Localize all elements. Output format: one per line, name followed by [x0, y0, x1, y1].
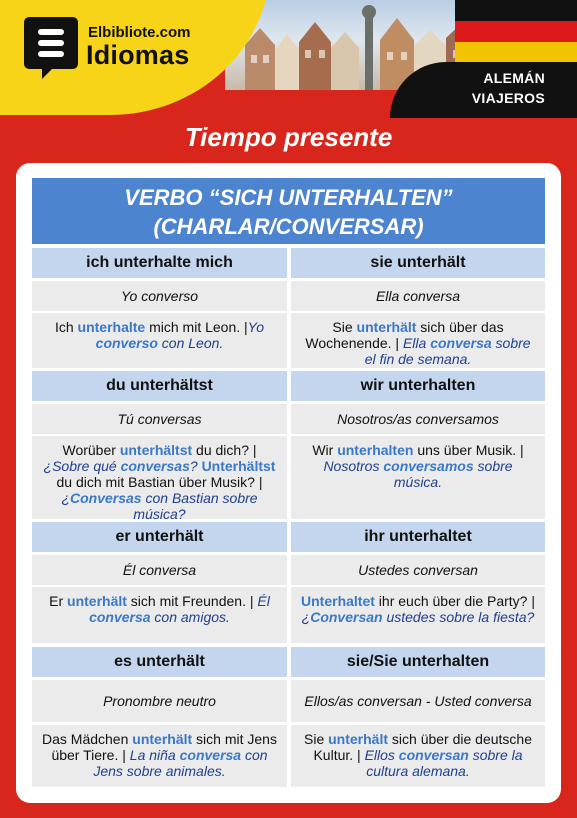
conjugation-form: ihr unterhaltet [291, 522, 545, 552]
example-german-verb: Unterhältst [201, 458, 276, 474]
page-title: Tiempo presente [184, 122, 393, 152]
example-german-text: sich mit Jens über Tiere. | [51, 731, 277, 763]
translation: Tú conversas [32, 404, 287, 434]
example-german-text: Ich [54, 319, 78, 335]
example-german-text: Wir [312, 442, 338, 458]
example-german-text: du dich? | [192, 442, 257, 458]
example-spanish-verb: converso [95, 335, 158, 351]
example-sentence [291, 725, 545, 787]
example-spanish-verb: conversa [89, 609, 151, 625]
example-german-text: ihr euch über die Party? | [374, 593, 535, 609]
conjugation-form: wir unterhalten [291, 371, 545, 401]
example-german-verb: unterhält [356, 319, 417, 335]
conjugation-form: er unterhält [32, 522, 287, 552]
example-spanish-text: ustedes sobre la fiesta? [382, 609, 535, 625]
example-german-text: uns über Musik. | [413, 442, 524, 458]
example-german [55, 319, 248, 335]
example-sentence [32, 587, 287, 643]
example-german-text: Worüber [62, 442, 120, 458]
example-german-text: Sie [332, 319, 357, 335]
example-sentence [291, 313, 545, 368]
example-spanish-verb: conversas [120, 458, 190, 474]
example-spanish-text: Nosotros [323, 458, 384, 474]
example-spanish [302, 609, 535, 625]
example-spanish [44, 458, 198, 474]
category-tag [390, 62, 577, 118]
example-spanish-text: La niña [129, 747, 180, 763]
translation: Él conversa [32, 555, 287, 585]
example-spanish-text: Ella [402, 335, 431, 351]
tag-audience: VIAJEROS [471, 90, 545, 106]
brand-name: Idiomas [86, 40, 190, 70]
example-spanish-text: con Jens sobre animales. [93, 747, 268, 779]
example-spanish-text: sobre música. [393, 458, 513, 490]
example-german-verb: unterhält [67, 593, 127, 609]
translation: Ellos/as conversan - Usted conversa [291, 680, 545, 722]
example-german-verb: unterhältst [119, 442, 193, 458]
example-spanish-text: sobre el fin de semana. [364, 335, 531, 367]
example-spanish [61, 490, 257, 522]
example-spanish [323, 458, 512, 490]
example-spanish-text: con Bastian sobre música? [133, 490, 258, 522]
example-spanish-text: Él [257, 593, 270, 609]
example-german-verb: unterhalten [337, 442, 414, 458]
example-german-verb: Unterhaltet [301, 593, 375, 609]
example-german [62, 442, 256, 458]
translation: Nosotros/as conversamos [291, 404, 545, 434]
conjugation-form: es unterhält [32, 647, 287, 677]
example-german-text: sich über die deutsche Kultur. | [313, 731, 532, 763]
example-spanish-text: ¿ [301, 609, 311, 625]
example-german [49, 593, 257, 609]
example-spanish-verb: Conversan [310, 609, 383, 625]
example-german-text: sich über das Wochenende. | [305, 319, 504, 351]
logo-icon [22, 15, 80, 81]
example-spanish-text: con Leon. [157, 335, 224, 351]
brand-site: Elbibliote.com [88, 24, 191, 41]
example-spanish-text: Yo [247, 319, 265, 335]
conjugation-form: du unterhältst [32, 371, 287, 401]
example-german-text: Er [49, 593, 68, 609]
example-german-text: mich mit Leon. | [145, 319, 248, 335]
example-spanish-verb: conversamos [383, 458, 474, 474]
example-spanish-verb: Conversas [70, 490, 142, 506]
example-german [312, 442, 523, 458]
tag-language: ALEMÁN [483, 70, 545, 86]
conjugation-form: sie unterhält [291, 248, 545, 278]
conjugation-form: sie/Sie unterhalten [291, 647, 545, 677]
verb-header-line1: VERBO “SICH UNTERHALTEN” [124, 185, 453, 210]
example-spanish-verb: conversan [398, 747, 469, 763]
example-spanish-text: sobre la cultura alemana. [366, 747, 523, 779]
translation: Pronombre neutro [32, 680, 287, 722]
example-spanish-verb: conversa [430, 335, 492, 351]
german-flag-icon [455, 0, 577, 62]
example-german-verb: unterhält [328, 731, 389, 747]
example-german-verb: unterhält [132, 731, 193, 747]
example-sentence [291, 587, 545, 643]
example-sentence [291, 436, 545, 519]
example-spanish-text: con amigos. [150, 609, 230, 625]
example-sentence [32, 725, 287, 787]
example-german-text: Das Mädchen [42, 731, 133, 747]
example-german-verb: unterhalte [77, 319, 146, 335]
verb-header-line2: (CHARLAR/CONVERSAR) [153, 214, 424, 239]
example-spanish-text: ¿ [61, 490, 70, 506]
example-spanish-verb: conversa [179, 747, 242, 763]
example-german [301, 593, 535, 609]
conjugation-form: ich unterhalte mich [32, 248, 287, 278]
verb-header [32, 178, 545, 244]
example-german-text: sich mit Freunden. | [126, 593, 258, 609]
example-sentence [32, 436, 287, 522]
example-spanish-text: ¿Sobre qué [43, 458, 121, 474]
example-german-text: du dich mit Bastian über Musik? | [56, 474, 263, 490]
example-spanish-text: ? [189, 458, 198, 474]
example-german-text: Sie [304, 731, 329, 747]
example-spanish-text: Ellos [364, 747, 399, 763]
translation: Ustedes conversan [291, 555, 545, 585]
header-banner [0, 0, 577, 120]
translation: Ella conversa [291, 281, 545, 311]
translation: Yo converso [32, 281, 287, 311]
example-sentence [32, 313, 287, 368]
example-spanish [365, 747, 523, 779]
